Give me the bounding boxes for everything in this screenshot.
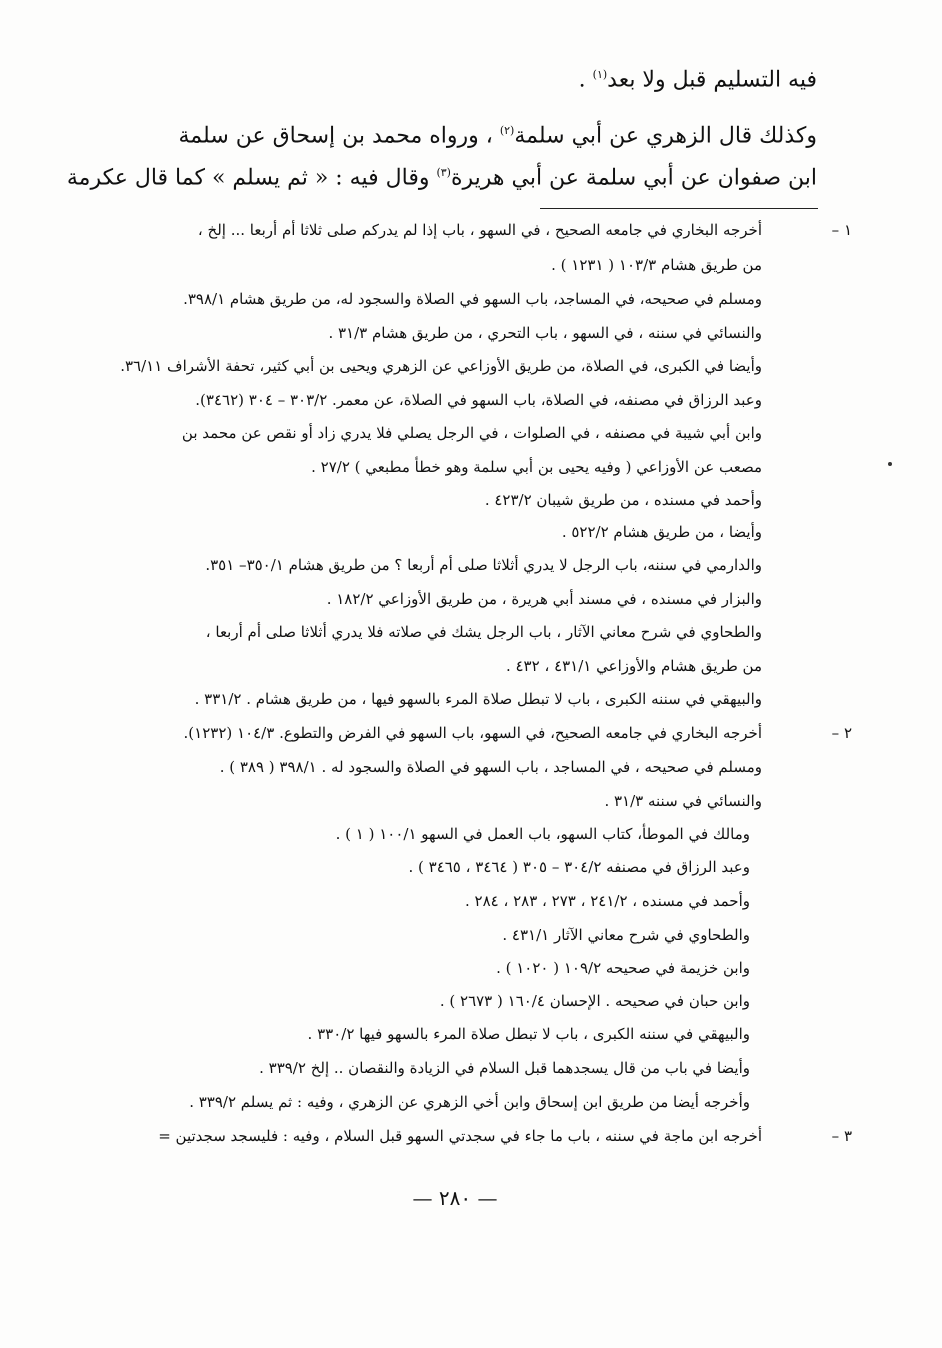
footnote-line: وأخرجه أيضا من طريق ابن إسحاق وابن أخي الزهري عن الزهري ، وفيه : ثم يسلم ٣٣٩/٢ . [189,1093,750,1111]
footnote-line: وأيضا في باب من قال يسجدهما قبل السلام في الزيادة والنقصان .. إلخ ٣٣٩/٢ . [259,1059,750,1077]
footnote-line: والبيهقي في سننه الكبرى ، باب لا تبطل صلاة المرء بالسهو فيها ٣٣٠/٢ . [307,1025,750,1043]
footnote-line: والنسائي في سننه ٣١/٣ . [604,792,762,810]
footnote-separator [540,208,818,209]
footnote-line: من طريق هشام والأوزاعي ٤٣١/١ ، ٤٣٢ . [505,657,762,675]
footnote-line: والدارمي في سننه، باب الرجل لا يدري أثلاثا صلى أم أربعا ؟ من طريق هشام ٣٥٠/١– ٣٥١. [205,556,762,574]
footnote-line: ومسلم في صحيحه ، في المساجد ، باب السهو في الصلاة والسجود له . ٣٩٨/١ ( ٣٨٩ ) . [219,758,762,776]
footnote-line: أخرجه البخاري في جامعه الصحيح ، في السهو ، باب إذا لم يدركم صلى ثلاثا أم أربعا ... إلخ ، [197,221,762,239]
footnote-line: وأيضا في الكبرى، في الصلاة، من طريق الأوزاعي عن الزهري ويحيى بن أبي كثير، تحفة الأشراف ٣٦/١١. [120,357,762,375]
main-text-1: فيه التسليم قبل ولا بعد [607,67,817,93]
scan-speck [888,462,892,466]
main-text-line-2 [117,114,817,150]
footnote-line: وابن حبان في صحيحه . الإحسان ١٦٠/٤ ( ٢٦٧٣ ) . [439,992,750,1010]
main-text-2a: وكذلك قال الزهري عن أبي سلمة [514,123,817,149]
footnote-line: من طريق هشام ١٠٣/٣ ( ١٢٣١ ) . [551,256,762,274]
footnote-line: وابن أبي شيبة في مصنفه ، في الصلوات ، في الرجل يصلي فلا يدري زاد أو نقص عن محمد بن [181,424,762,442]
footnote-line: وأحمد في مسنده ، ٢٤١/٢ ، ٢٧٣ ، ٢٨٣ ، ٢٨٤ . [464,892,750,910]
page-number: — ٢٨٠ — [412,1186,498,1210]
main-text-3b: وقال فيه : « ثم يسلم » كما قال عكرمة [66,165,437,191]
footnote-ref-3: (٣) [436,166,451,179]
main-text-1-end: . [578,67,593,93]
footnote-line: أخرجه ابن ماجة في سننه ، باب ما جاء في سجدتي السهو قبل السلام ، وفيه : فليسجد سجدتين = [158,1127,762,1145]
footnote-line: والطحاوي في شرح معاني الآثار ٤٣١/١ . [502,926,750,944]
main-text-line-3 [66,156,817,192]
footnote-line: مصعب عن الأوزاعي ( وفيه يحيى بن أبي سلمة وهو خطأ مطبعي ) ٢٧/٢ . [311,458,762,476]
footnote-line: وعبد الرزاق في مصنفه ٣٠٤/٢ – ٣٠٥ ( ٣٤٦٤ ، ٣٤٦٥ ) . [408,858,750,876]
footnote-line: ومسلم في صحيحه، في المساجد، باب السهو في الصلاة والسجود له، من طريق هشام ٣٩٨/١. [183,290,762,308]
footnote-line: والبزار في مسنده ، في مسند أبي هريرة ، من طريق الأوزاعي ١٨٢/٢ . [326,590,762,608]
main-text-2b: ، ورواه محمد بن إسحاق عن سلمة [178,123,500,149]
footnote-number-1: ١ – [831,221,852,239]
footnote-line: والبيهقي في سننه الكبرى ، باب لا تبطل صلاة المرء بالسهو فيها ، من طريق هشام . ٣٣١/٢ . [194,690,762,708]
footnote-line: وعبد الرزاق في مصنفه، في الصلاة، باب السهو في الصلاة، عن معمر. ٣٠٣/٢ – ٣٠٤ (٣٤٦٢). [195,391,762,409]
footnote-line: ومالك في الموطأ، كتاب السهو، باب العمل في السهو ١٠٠/١ ( ١ ) . [335,825,750,843]
footnote-number-3: ٣ – [831,1127,852,1145]
footnote-line: وأيضا ، من طريق هشام ٥٢٢/٢ . [561,523,762,541]
footnote-number-2: ٢ – [831,724,852,742]
footnote-ref-2: (٢) [499,124,515,137]
footnote-line: أخرجه البخاري في جامعه الصحيح، في السهو، باب السهو في الفرض والتطوع. ١٠٤/٣ (١٢٣٢). [183,724,762,742]
footnote-line: وأحمد في مسنده ، من طريق شيبان ٤٢٣/٢ . [484,491,762,509]
footnote-line: والنسائي في سننه ، في السهو ، باب التحري ، من طريق هشام ٣١/٣ . [328,324,762,342]
footnote-line: والطحاوي في شرح معاني الآثار ، باب الرجل يشك في صلاته فلا يدري أثلاثا صلى أم أربعا ، [205,623,762,641]
footnote-ref-1: (١) [592,68,608,81]
footnote-line: وابن خزيمة في صحيحه ١٠٩/٢ ( ١٠٢٠ ) . [496,959,750,977]
main-text-3a: ابن صفوان عن أبي سلمة عن أبي هريرة [450,165,817,191]
main-text-line-1 [117,58,817,94]
